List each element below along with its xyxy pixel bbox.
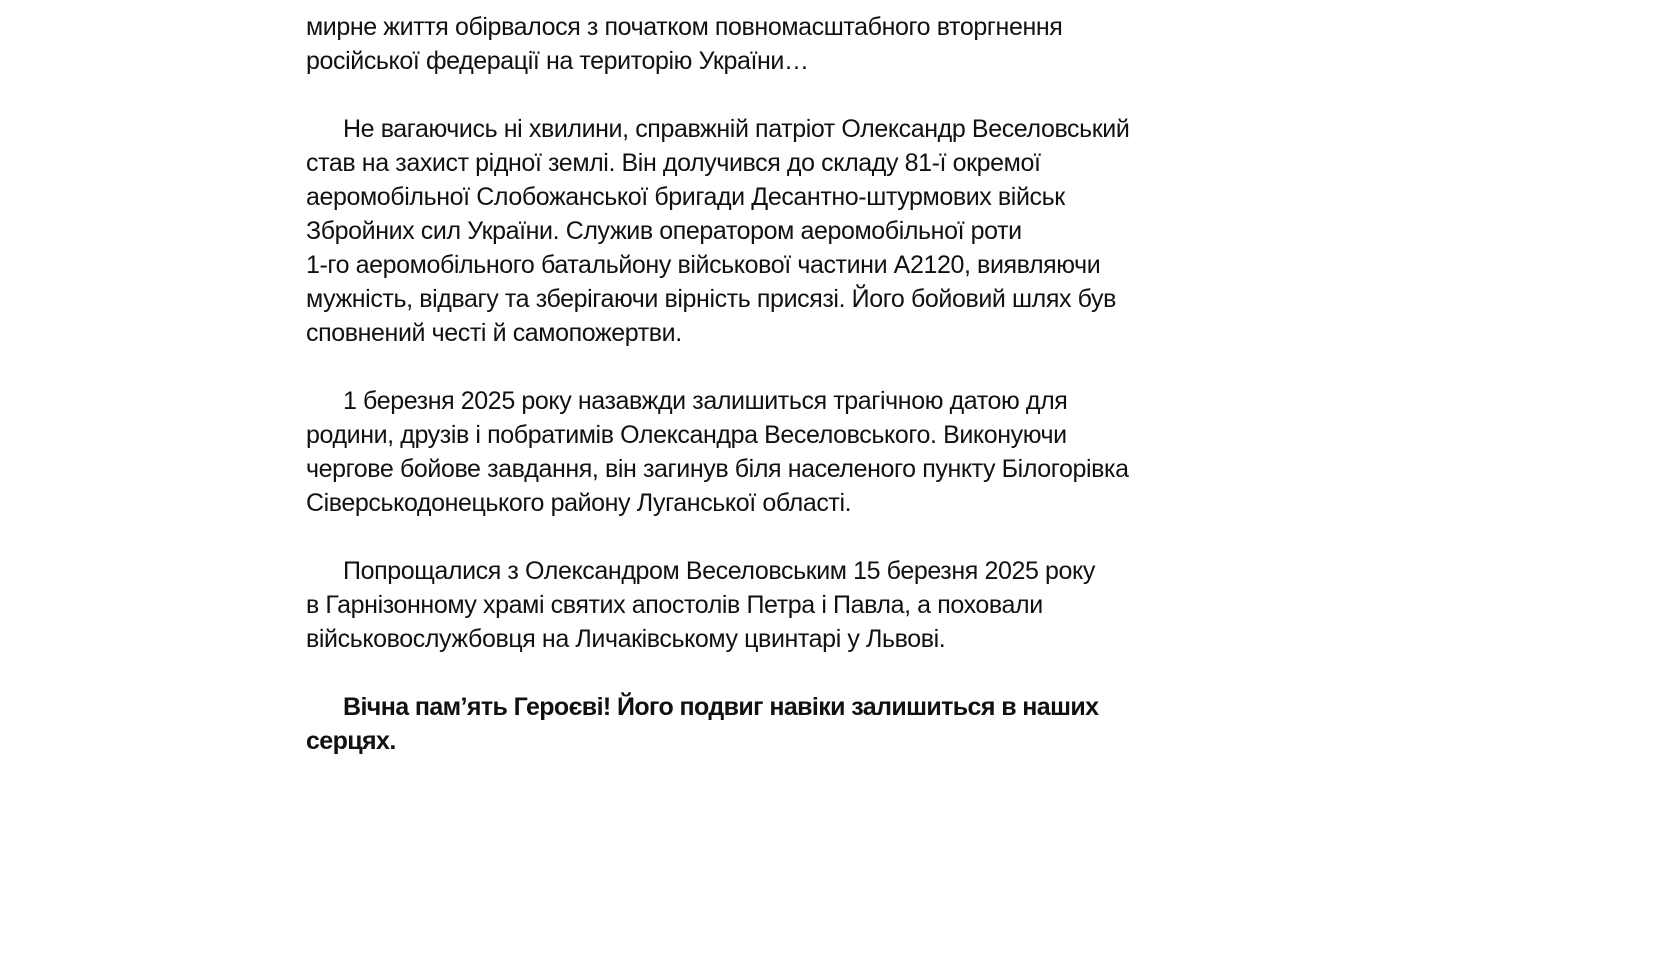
text-line: військовослужбовця на Личаківському цвинтарі у Львові.: [306, 625, 946, 653]
text-line: Вічна пам’ять Героєві! Його подвиг навіки залишиться в наших: [343, 693, 1099, 721]
text-line: мужність, відвагу та зберігаючи вірність присязі. Його бойовий шлях був: [306, 285, 1116, 313]
text-line: чергове бойове завдання, він загинув біля населеного пункту Білогорівка: [306, 455, 1129, 483]
paragraph-death: [306, 384, 1246, 520]
text-line: мирне життя обірвалося з початком повномасштабного вторгнення: [306, 13, 1063, 41]
text-line: Не вагаючись ні хвилини, справжній патріот Олександр Веселовський: [343, 115, 1130, 143]
text-line: 1-го аеромобільного батальйону військової частини А2120, виявляючи: [306, 251, 1101, 279]
paragraph-spacer: [306, 520, 1246, 554]
paragraph-spacer: [306, 350, 1246, 384]
paragraph-memorial: [306, 690, 1246, 758]
paragraph-funeral: [306, 554, 1246, 656]
paragraph-spacer: [306, 78, 1246, 112]
paragraph-spacer: [306, 656, 1246, 690]
text-line: став на захист рідної землі. Він долучився до складу 81-ї окремої: [306, 149, 1041, 177]
text-line: 1 березня 2025 року назавжди залишиться трагічною датою для: [343, 387, 1068, 415]
text-line: Сіверськодонецького району Луганської області.: [306, 489, 852, 517]
text-line: сповнений честі й самопожертви.: [306, 319, 682, 347]
paragraph-service: [306, 112, 1246, 350]
text-line: Попрощалися з Олександром Веселовським 15 березня 2025 року: [343, 557, 1095, 585]
document-page: [306, 10, 1246, 758]
text-line: родини, друзів і побратимів Олександра Веселовського. Виконуючи: [306, 421, 1067, 449]
text-line: серцях.: [306, 727, 396, 755]
text-line: російської федерації на територію України…: [306, 47, 809, 75]
paragraph-intro-end: [306, 10, 1246, 78]
text-line: Збройних сил України. Служив оператором аеромобільної роти: [306, 217, 1022, 245]
text-line: в Гарнізонному храмі святих апостолів Петра і Павла, а поховали: [306, 591, 1043, 619]
text-line: аеромобільної Слобожанської бригади Десантно-штурмових військ: [306, 183, 1065, 211]
